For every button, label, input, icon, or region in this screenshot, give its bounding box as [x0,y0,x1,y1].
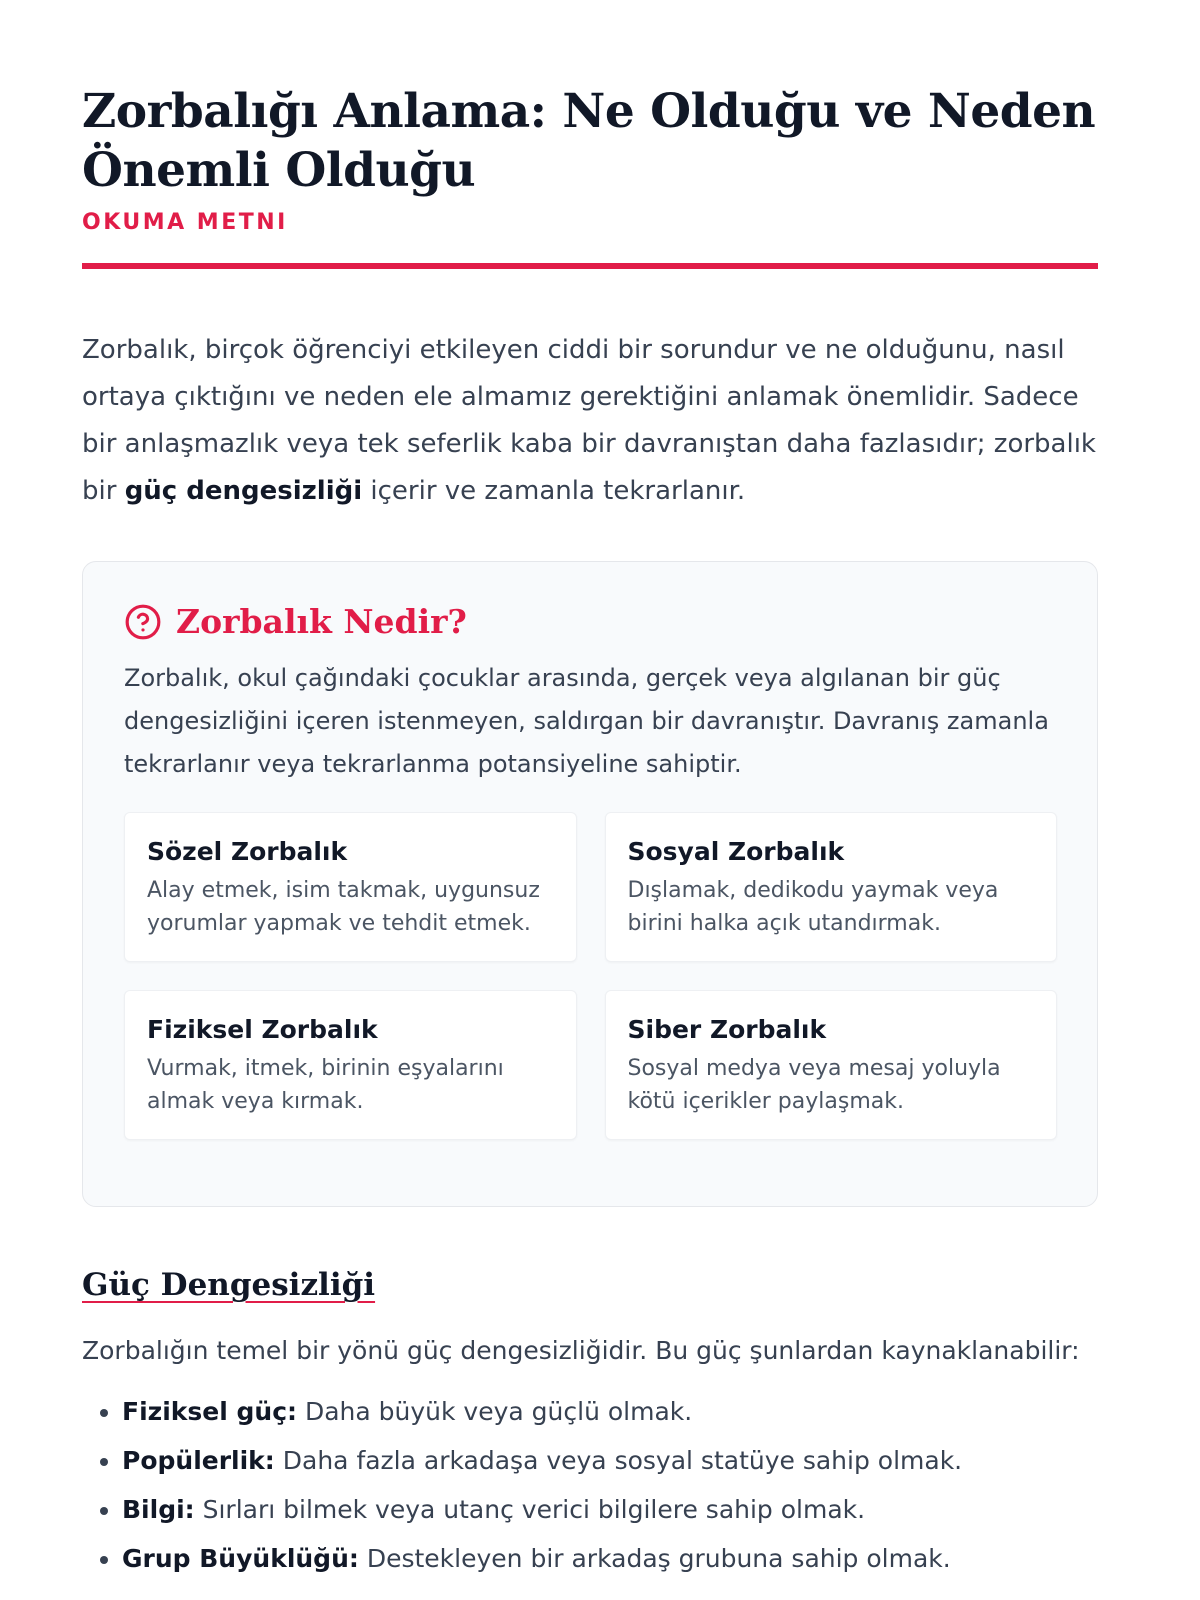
list-item-text: Daha büyük veya güçlü olmak. [297,1397,693,1426]
bullying-type-title: Siber Zorbalık [627,1015,827,1044]
page-title: Zorbalığı Anlama: Ne Olduğu ve Neden Önemli Olduğu [82,84,1096,198]
power-sources-list [82,1387,1098,1583]
intro-emphasis: güç dengesizliği [124,476,363,506]
bullying-type-title: Sosyal Zorbalık [627,837,845,866]
list-item [122,1387,1098,1436]
list-item [122,1436,1098,1485]
list-item-text: Destekleyen bir arkadaş grubuna sahip olmak. [358,1544,951,1573]
title-divider [82,263,1098,269]
list-item-text: Sırları bilmek veya utanç verici bilgilere sahip olmak. [194,1495,866,1524]
list-item-term: Bilgi: [122,1495,195,1524]
definition-card-title: Zorbalık Nedir? [176,602,467,641]
definition-card-description: Zorbalık, okul çağındaki çocuklar arasında, gerçek veya algılanan bir güç dengesizliğini içeren istenmeyen, saldırgan bir davranıştır. Davranış zamanla tekrarlanır veya tekrarlanma potansiyeline sahiptir. [124,664,1049,778]
bullying-type-description: Sosyal medya veya mesaj yoluyla kötü içerikler paylaşmak. [627,1056,1001,1114]
definition-card-header [124,602,1057,641]
list-item-text: Daha fazla arkadaşa veya sosyal statüye sahip olmak. [274,1446,963,1475]
bullying-type-title: Fiziksel Zorbalık [147,1015,378,1044]
bullying-type-card-cyber [605,990,1058,1140]
bullying-type-description: Dışlamak, dedikodu yaymak veya birini halka açık utandırmak. [627,878,999,936]
bullying-types-grid [124,812,1057,1140]
list-item [122,1485,1098,1534]
list-item-term: Popülerlik: [122,1446,275,1475]
intro-text-1: Zorbalık, birçok öğrenciyi etkileyen ciddi bir sorundur ve ne olduğunu, nasıl ortaya çıktığını ve neden ele almamız gerektiğini anlamak önemlidir. Sadece bir anlaşmazlık veya tek seferlik kaba bir davranıştan daha fazlasıdır; zorbalık bir [82,335,1096,506]
page-eyebrow: OKUMA METNI [82,210,288,235]
bullying-type-description: Alay etmek, isim takmak, uygunsuz yorumlar yapmak ve tehdit etmek. [147,878,540,936]
power-imbalance-heading: Güç Dengesizliği [82,1267,376,1303]
definition-card [82,561,1098,1207]
list-item-term: Grup Büyüklüğü: [122,1544,359,1573]
bullying-type-card-social [605,812,1058,962]
list-item [122,1534,1098,1583]
list-item-term: Fiziksel güç: [122,1397,298,1426]
question-circle-icon [124,603,162,641]
bullying-type-title: Sözel Zorbalık [147,837,348,866]
power-imbalance-text: Zorbalığın temel bir yönü güç dengesizliğidir. Bu güç şunlardan kaynaklanabilir: [82,1336,1080,1365]
bullying-type-card-physical [124,990,577,1140]
intro-paragraph [82,327,1098,515]
bullying-type-description: Vurmak, itmek, birinin eşyalarını almak veya kırmak. [147,1056,504,1114]
intro-text-2: içerir ve zamanla tekrarlanır. [362,476,746,506]
bullying-type-card-verbal [124,812,577,962]
